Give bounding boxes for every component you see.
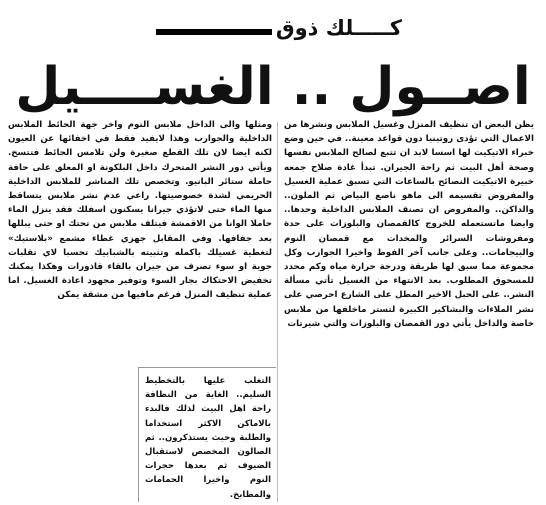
article-text-left: ومثلها والى الداخل ملابس النوم واخر جهة الحائط الملابس الداخلية والجوارب وهذا لايفيد فقط في اخفائها عن العيون لكنه ايضا لان تلك القطع صغيرة ولن تلامس الحائط فتتسخ. ويأتي دور النشر المتحرك داخل البلكونة او المعلق على حافة حاملة ستائر البانيو. وتخصص تلك المناشر للملابس الداخلية الحريمي لشدة خصوصيتها. راعي عدم نشر ملابس يتساقط منها الماء حتى لاتؤذي جيرانا يسكنون اسفلك فقد ينزل الماء حاملا الوانا من الاقمشة فيتلف ملابس من تحتك او حتى يبللها بعد جفافها. وفي المقابل جهزي غطاء مشمع «بلاستيك» لتغطية غسيلك باكمله وتثبيته بالشبابيك تحسبا لاي تقلبات جوية او سوء تصرف من جيران بالقاء قاذورات وهكذا يمكنك تخفيض الاحتكاك بجار السوء وتوفير مجهود اعادة الغسيل. اما عملية تنظيف المنزل فرغم مافيها من مشقة يمكن <box>8 120 272 301</box>
article-column-left <box>8 118 272 368</box>
article-text-left-bottom: التغلب عليها بالتخطيط السليم.. الغاية من النظافة راحة اهل البيت لذلك فالبدء بالاماكن الاكثر استخداما والطلبة وحيث يستذكرون.. ثم الصالون المخصص لاستقبال الضيوف ثم بعدها حجرات النوم واخيرا الحمامات والمطابخ. <box>145 376 271 500</box>
article-text-right: يظن البعض ان تنظيف المنزل وغسيل الملابس ونشرها من الاعمال التي تؤدى روتينيا دون قواعد معينة.. في حين وضع خبراء الاتيكيت لها اسسا لابد ان تتبع لصالح الملابس نفسها وصحة أهل البيت ثم راحة الجيران. تبدأ غادة صلاح جمعه خبيرة الاتيكيت النصائح بالساعات التي تسبق عملية الغسيل والمفروض تقسيمه الى ماهو ناصع البياض ثم الملون.. والداكن.. والمفروض ان تصنف الملابس الداخلية وحدها.. وايضا ماتستعمله للخروج كالقمصان والبلوزات على حدة ومفروشات السرائر والمخدات مع قمصان النوم والبيجامات.. وعلى جانب آخر الفوط واخيرا الجوارب وكل مجموعة مما سبق لها طريقة ودرجة حرارة مياه وكم محدد للمسحوق المطلوب. بعد الانتهاء من الغسيل تأتي مسألة النشر.. على الحبل الاخير المطل على الشارع احرصي على نشر الملاءات والبشاكير الكبيرة لتستر ماخلفها من ملابس خاصة والداخل يأتي دور القمصان والبلوزات والتي شيرتات <box>284 120 534 329</box>
box-rule-side <box>138 367 139 502</box>
article-column-right <box>284 118 534 480</box>
article-column-left-bottom <box>145 374 271 502</box>
article-headline: اصــول .. الغســــيل <box>15 57 531 117</box>
column-divider <box>277 122 278 502</box>
kicker-text: كـــــلك ذوق <box>272 10 406 46</box>
column-kicker <box>150 10 406 46</box>
